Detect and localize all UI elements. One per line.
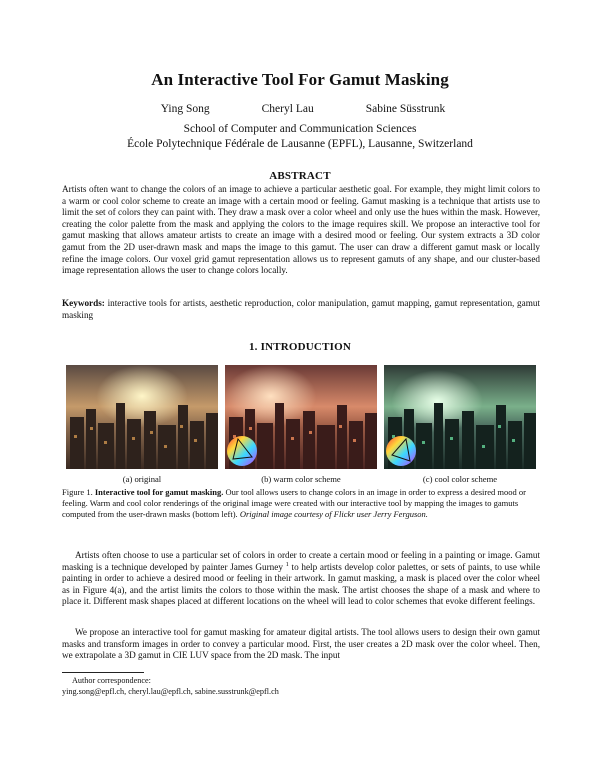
subcaption: (c) cool color scheme xyxy=(422,474,498,484)
keywords xyxy=(62,298,540,321)
figure-caption xyxy=(62,487,540,519)
paper-title: An Interactive Tool For Gamut Masking xyxy=(151,70,449,89)
affiliation-line: School of Computer and Communication Sciences xyxy=(183,123,417,135)
cool-image xyxy=(384,365,536,469)
keywords-label: Keywords: xyxy=(62,298,105,308)
intro-heading: 1. INTRODUCTION xyxy=(248,341,351,353)
intro-paragraph: We propose an interactive tool for gamut masking for amateur digital artists. The tool allows users to design their own gamut masks and transform images in order to convey a particular mood. First, the user creates a 2D mask over the color wheel. Then, we extrapolate a 3D gamut in CIE LUV space from the 2D mask. The input xyxy=(62,627,540,661)
subcaption: (a) original xyxy=(122,474,162,484)
footnote-marker: 1 xyxy=(285,560,289,568)
color-wheel-icon xyxy=(227,436,257,466)
intro-paragraph xyxy=(62,550,540,608)
affiliation xyxy=(0,122,600,152)
intro-text: to help artists develop color palettes, or sets of paints, to use while painting in order to achieve a desired mood or feeling in their artwork. In gamut masking, a mask is placed over the color wheel as in Figure 4(a), and the artist limits the colors to those within the mask. The artist chooses the shape of a mask and where to place it. Different mask shapes placed at different locations on the wheel will lead to color schemes that evoke different feelings. xyxy=(62,561,541,607)
footnote-label: Author correspondence: xyxy=(72,676,151,685)
subcaption: (b) warm color scheme xyxy=(261,474,341,484)
figure-credit: Original image courtesy of Flickr user Jerry Ferguson. xyxy=(239,508,428,519)
abstract-text: Artists often want to change the colors of an image to achieve a particular aesthetic goal. For example, they might limit colors to a warm or cool color scheme to create an image with a certain mood or feeling. Gamut masking is a technique that artists use to limit the set of colors they can paint with. They draw a mask over a color wheel and only use the hues within the mask. However, creating the color palette from the mask and applying the colors to the image requires skill. We propose an interactive tool for gamut masking that allows amateur artists to create an image with a desired mood or feeling. Our system extracts a 3D color gamut from the 2D user-drawn mask and maps the image to this gamut. The user can draw a different gamut mask or locally refine the image colors. Our voxel grid gamut representation allows us to represent gamuts of any shape, and our cluster-based image representation allows the user to change colors locally. xyxy=(62,184,540,276)
abstract-heading: ABSTRACT xyxy=(269,170,331,182)
figure-caption-bold: Interactive tool for gamut masking. xyxy=(94,487,224,497)
affiliation-line: École Polytechnique Fédérale de Lausanne (EPFL), Lausanne, Switzerland xyxy=(127,138,473,150)
figure-caption-text: Our tool allows users to change colors in an image in order to express a desired mood or feeling. Warm and cool color renderings of the original image were created with our interactive tool by mapping the images to gamuts computed from the user-drawn masks (bottom left). xyxy=(62,487,526,519)
footnote-rule xyxy=(62,672,144,673)
figure-label: Figure 1. xyxy=(62,487,93,497)
author-name: Ying Song xyxy=(160,103,210,115)
author-name: Sabine Süsstrunk xyxy=(365,103,446,115)
color-wheel-icon xyxy=(386,436,416,466)
intro-text: Artists often choose to use a particular set of colors in order to create a certain mood or feeling in a painting or image. Gamut masking is a technique developed by painter James Gurney xyxy=(62,550,540,572)
author-name: Cheryl Lau xyxy=(261,103,314,115)
keywords-text: interactive tools for artists, aesthetic reproduction, color manipulation, gamut mapping, gamut representation, gamut masking xyxy=(62,298,540,320)
figure-1 xyxy=(66,365,536,470)
footnote-emails: ying.song@epfl.ch, cheryl.lau@epfl.ch, sabine.susstrunk@epfl.ch xyxy=(62,687,279,696)
original-image xyxy=(66,365,218,469)
author-list xyxy=(0,103,600,115)
warm-image xyxy=(225,365,377,469)
